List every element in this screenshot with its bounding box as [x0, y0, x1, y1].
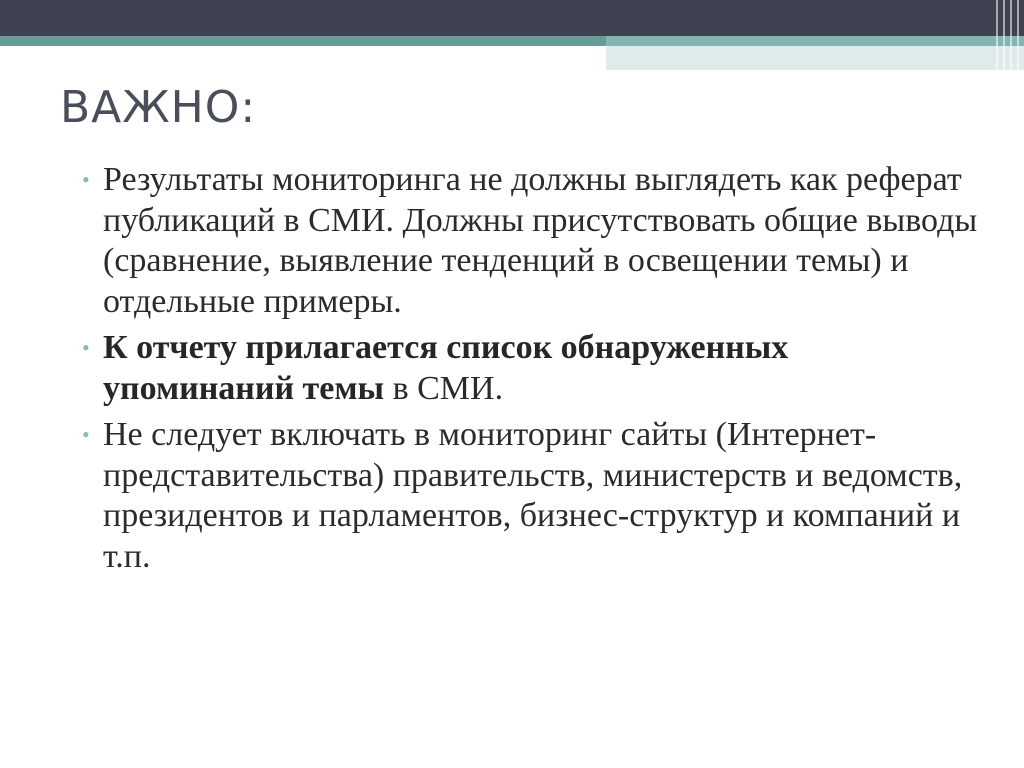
top-band-teal-left	[0, 36, 606, 46]
list-item	[82, 415, 982, 577]
bullet-icon: •	[82, 422, 90, 447]
bullet-bold-text: К отчету прилагается список обнаруженных упоминаний темы	[103, 329, 789, 407]
top-band-dark	[0, 0, 1024, 36]
bullet-text: Результаты мониторинга не должны выглядеть как реферат публикаций в СМИ. Должны присутствовать общие выводы (сравнение, выявление тенденций в освещении темы) и отдельные примеры.	[103, 161, 978, 320]
bullet-text: в СМИ.	[384, 369, 504, 407]
top-band-teal-right	[606, 36, 1024, 46]
bullet-list	[82, 160, 982, 583]
list-item	[82, 160, 982, 322]
top-band-stripes	[990, 0, 1024, 70]
list-item	[82, 328, 982, 409]
bullet-text: Не следует включать в мониторинг сайты (Интернет-представительства) правительств, министерств и ведомств, президентов и парламентов, бизнес-структур и компаний и т.п.	[103, 416, 963, 575]
slide-title: ВАЖНО:	[60, 82, 257, 133]
bullet-icon: •	[82, 167, 90, 192]
top-band-pale	[606, 46, 1024, 70]
bullet-icon: •	[82, 335, 90, 360]
